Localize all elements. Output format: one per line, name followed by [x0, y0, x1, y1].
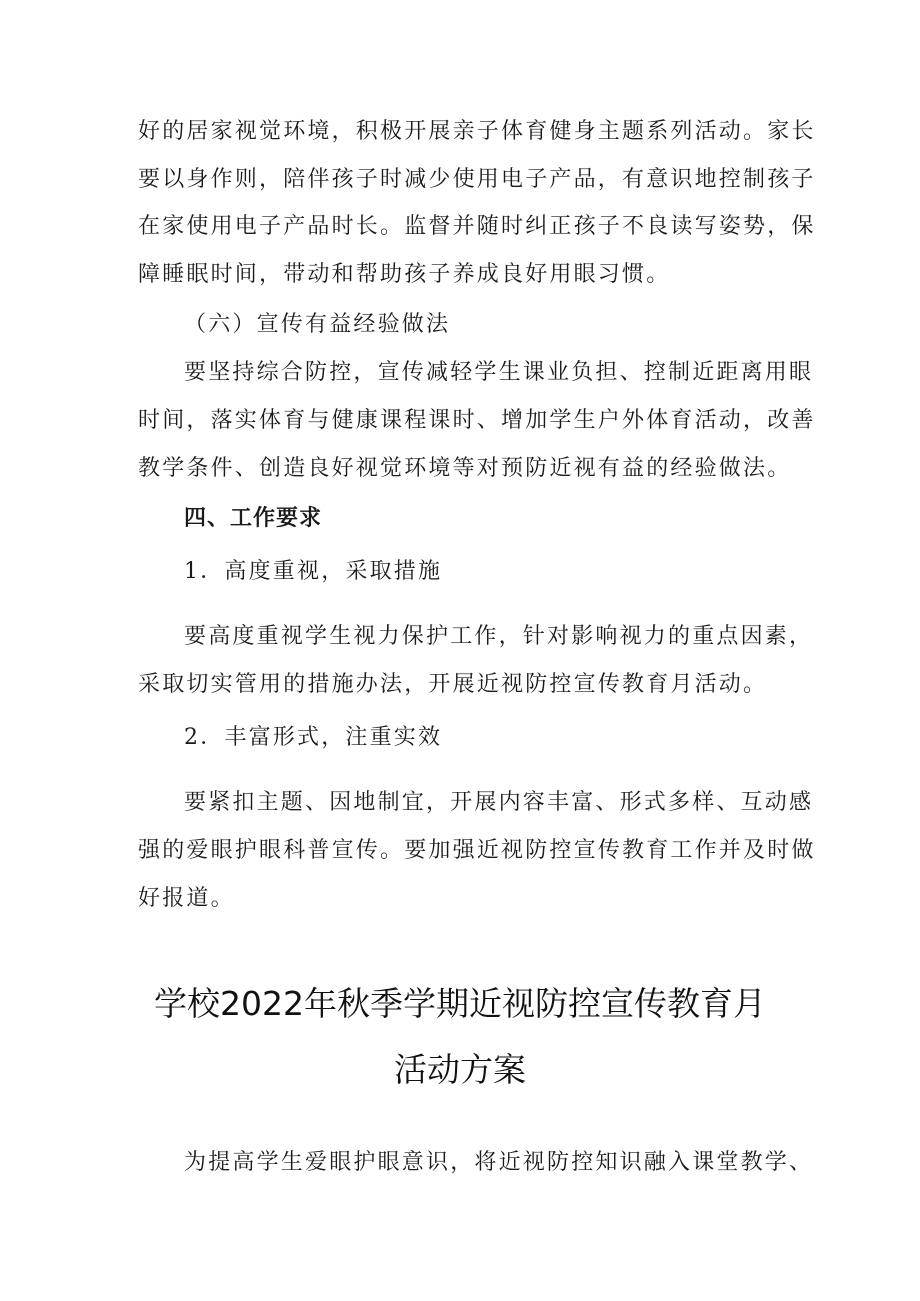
- paragraph-line: 好的居家视觉环境，积极开展亲子体育健身主题系列活动。家长: [138, 119, 816, 144]
- paragraph-line: 障睡眠时间，带动和帮助孩子养成良好用眼习惯。: [138, 262, 671, 287]
- paragraph-line: 要坚持综合防控，宣传减轻学生课业负担、控制近距离用眼: [184, 360, 814, 385]
- paragraph-line: 要以身作则，陪伴孩子时减少使用电子产品，有意识地控制孩子: [138, 167, 816, 192]
- paragraph-line: 时间，落实体育与健康课程课时、增加学生户外体育活动，改善: [138, 408, 816, 433]
- subheading-2: 2．丰富形式，注重实效: [184, 725, 443, 750]
- section-heading-4: 四、工作要求: [184, 506, 323, 531]
- paragraph-line: 要高度重视学生视力保护工作，针对影响视力的重点因素，: [184, 624, 814, 649]
- paragraph-line: 为提高学生爱眼护眼意识，将近视防控知识融入课堂教学、: [184, 1150, 814, 1175]
- document-title-line-1: 学校2022年秋季学期近视防控宣传教育月: [154, 984, 766, 1023]
- paragraph-line: 教学条件、创造良好视觉环境等对预防近视有益的经验做法。: [138, 456, 792, 481]
- paragraph-line: 在家使用电子产品时长。监督并随时纠正孩子不良读写姿势，保: [138, 214, 816, 239]
- subheading-1: 1．高度重视，采取措施: [184, 559, 443, 584]
- paragraph-line: 好报道。: [138, 886, 235, 911]
- paragraph-line: 要紧扣主题、因地制宜，开展内容丰富、形式多样、互动感: [184, 790, 814, 815]
- paragraph-line: 强的爱眼护眼科普宣传。要加强近视防控宣传教育工作并及时做: [138, 838, 816, 863]
- document-title-line-2: 活动方案: [394, 1050, 526, 1089]
- paragraph-line: 采取切实管用的措施办法，开展近视防控宣传教育月活动。: [138, 672, 768, 697]
- section-heading-6: （六）宣传有益经验做法: [184, 312, 451, 337]
